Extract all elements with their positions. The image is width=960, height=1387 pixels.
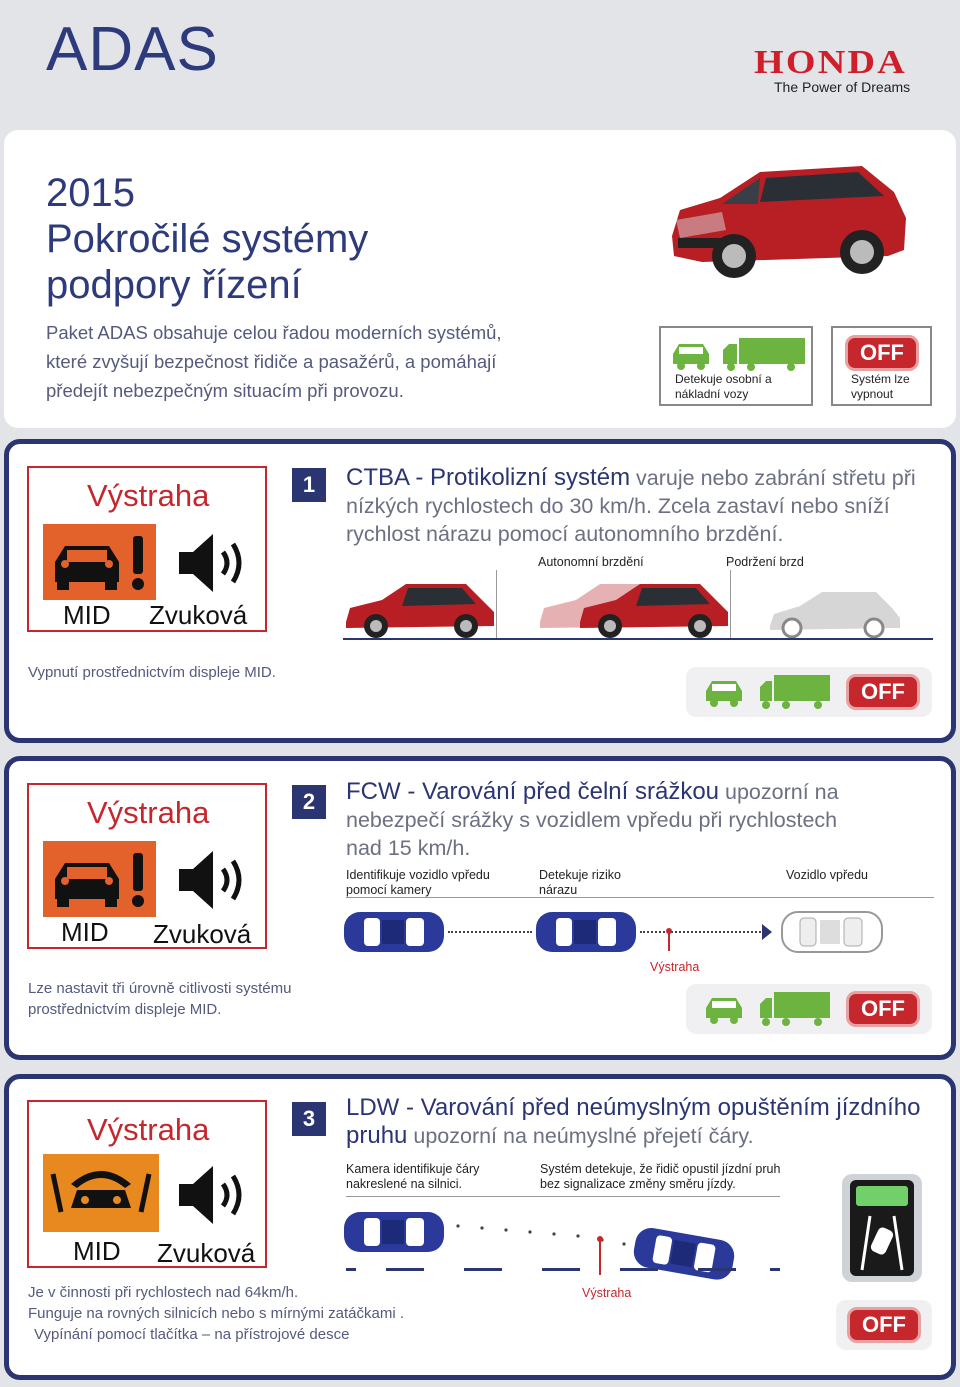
section-number-3: 3 [292,1102,326,1136]
lane-button-icon [840,1172,924,1284]
distance-dotted-line [640,931,764,933]
section-heading-3 [346,1094,946,1150]
step-label-lane-departure: Systém detekuje, že řidič opustil jízdní pruh bez signalizace změny směru jízdy. [540,1162,781,1191]
blue-car-top-icon [630,1226,740,1282]
section-note-3-line2: Funguje na rovných silnicích nebo s mírnými zatáčkami . [28,1305,404,1322]
section-number-1: 1 [292,468,326,502]
intro-title-line2: podpory řízení [46,263,302,307]
honda-tagline: The Power of Dreams [774,79,911,95]
mid-label-3: MID [73,1236,121,1266]
warning-marker-label-2: Výstraha [650,960,700,974]
blue-car-top-icon [342,1208,446,1256]
off-button-1: OFF [846,674,920,710]
intro-title [46,170,368,308]
section-heading-highlight-3b: pruhu [346,1122,408,1149]
off-bar-1 [686,667,932,717]
car-truck-icon [702,992,832,1026]
sound-label-3: Zvuková [157,1238,256,1268]
step-label-camera: Identifikuje vozidlo vpředu pomocí kamery [346,868,490,897]
section-heading-1 [346,464,940,548]
section-heading-2 [346,778,876,862]
lane-warning-icon [43,1154,159,1232]
warning-marker-pin [597,1236,603,1276]
warning-marker-label-3: Výstraha [582,1286,632,1300]
step-label-vehicle-ahead: Vozidlo vpředu [786,868,869,882]
off-bar-2 [686,984,932,1034]
honda-logo: HONDA [754,44,907,81]
section-note-2-line1: Lze nastavit tři úrovně citlivosti systému [28,980,292,997]
section-note-3 [28,1282,548,1345]
off-bar-3 [836,1300,932,1350]
feature-off-label: Systém lze vypnout [851,372,910,401]
section-note-3-line1: Je v činnosti při rychlostech nad 64km/h. [28,1284,299,1301]
intro-year: 2015 [46,171,135,215]
grey-car-icon [766,586,904,640]
speaker-icon [177,530,249,596]
car-truck-icon [702,675,832,709]
page-title: ADAS [46,15,219,84]
car-warning-icon [43,841,156,917]
feature-detect-label: Detekuje osobní a nákladní vozy [675,372,772,401]
section-note-2-line2: prostřednictvím displeje MID. [28,1001,222,1018]
mid-label-2: MID [61,917,109,947]
warning-title-1: Výstraha [87,478,210,513]
feature-detect-box [659,326,813,406]
speaker-icon [177,847,249,913]
feature-off-box [831,326,932,406]
step-label-lane-camera: Kamera identifikuje čáry nakreslené na silnici. [346,1162,480,1191]
car-warning-icon [43,524,156,600]
blue-car-top-icon [534,908,638,956]
section-note-1: Vypnutí prostřednictvím displeje MID. [28,664,276,681]
warning-box-2 [27,783,267,949]
off-button-3: OFF [847,1307,921,1343]
divider [346,1196,780,1197]
section-heading-text-1: varuje nebo zabrání střetu při nízkých rychlostech do 30 km/h. Zcela zastaví nebo sníží rychlost nárazu pomocí autonomního brzdění. [346,466,916,546]
section-note-2 [28,978,348,1020]
section-heading-text-3: upozorní na neúmyslné přejetí čáry. [407,1124,754,1148]
arrow-right-icon [762,924,772,940]
warning-marker-pin [666,928,672,952]
speaker-icon [177,1162,249,1228]
white-car-top-icon [780,908,886,958]
intro-title-line1: Pokročilé systémy [46,217,369,261]
intro-description: Paket ADAS obsahuje celou řadou moderních systémů, které zvyšují bezpečnost řidiče a pasažérů, a pomáhají předejít nebezpečným situacím při provozu. [46,322,502,401]
car-truck-icon [669,336,807,372]
step-label-brake-hold: Podržení brzd [726,555,804,569]
step-label-autonomous-braking: Autonomní brzdění [538,555,644,569]
step-label-detect-risk: Detekuje riziko nárazu [539,868,621,897]
warning-box-3 [27,1100,267,1268]
distance-dotted-line [448,931,532,933]
section-number-2: 2 [292,785,326,819]
section-heading-highlight-3a: LDW - Varování před neúmyslným opuštěním jízdního [346,1094,921,1121]
warning-title-2: Výstraha [87,795,210,830]
mid-label-1: MID [63,600,111,630]
section-note-3-line3: Vypínání pomocí tlačítka – na přístrojové desce [34,1326,350,1343]
road-line [343,638,933,640]
sound-label-1: Zvuková [149,600,248,630]
section-heading-text-2: upozorní na nebezpečí srážky s vozidlem vpředu při rychlostech nad 15 km/h. [346,780,839,860]
lane-path-dots [448,1222,638,1252]
lane-marking [346,1268,780,1272]
warning-box-1 [27,466,267,632]
divider [346,897,934,898]
red-car-side-icon [342,578,498,640]
warning-title-3: Výstraha [87,1112,210,1147]
section-heading-highlight-2: FCW - Varování před čelní srážkou [346,778,720,805]
section-heading-highlight-1: CTBA - Protikolizní systém [346,464,631,491]
off-button-icon: OFF [845,335,919,371]
braking-car-icon [538,578,734,640]
sound-label-2: Zvuková [153,919,252,949]
hero-car-image [662,158,912,284]
off-button-2: OFF [846,991,920,1027]
blue-car-top-icon [342,908,446,956]
